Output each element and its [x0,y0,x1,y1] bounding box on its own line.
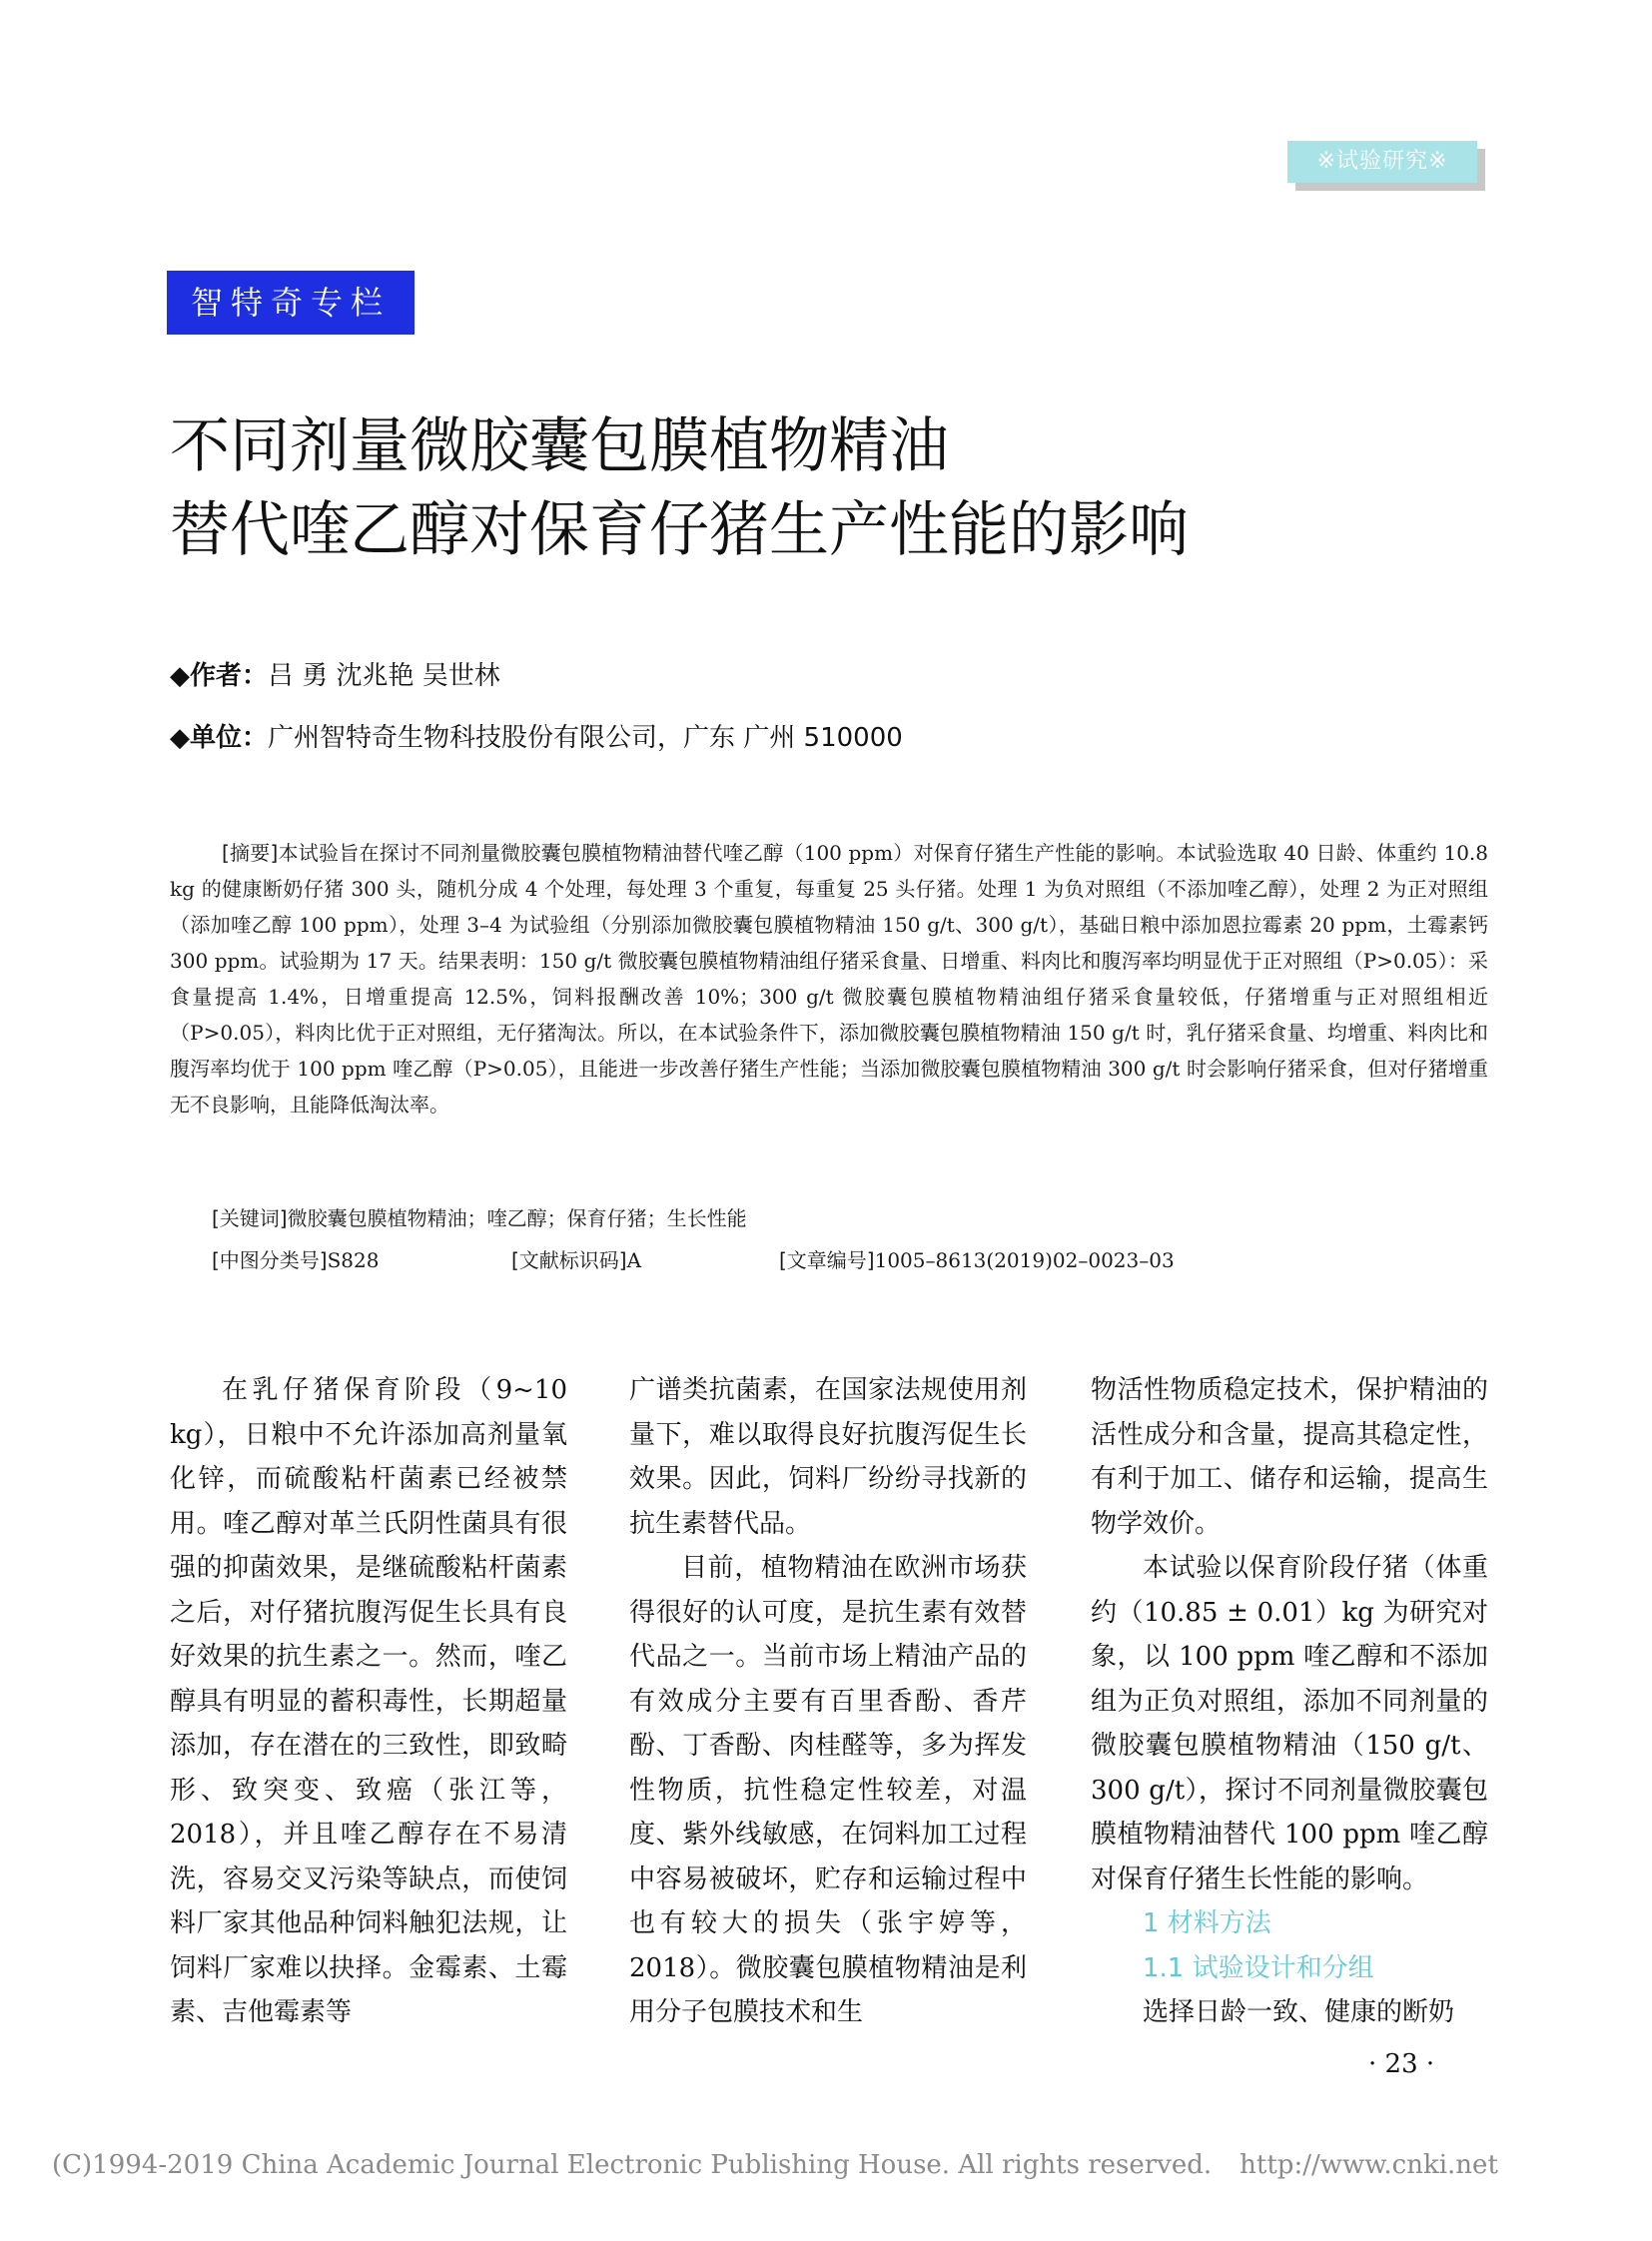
article-no: 1005–8613(2019)02–0023–03 [874,1248,1175,1272]
title-line-1: 不同剂量微胶囊包膜植物精油 [170,411,949,481]
body-column-3 [1091,1368,1488,2035]
subsection-heading: 1.1 试验设计和分组 [1143,1952,1374,1983]
section-heading: 1 材料方法 [1143,1908,1271,1938]
authors-label: ◆作者： [170,661,268,691]
keywords: 微胶囊包膜植物精油；喹乙醇；保育仔猪；生长性能 [287,1206,747,1230]
doc-code: A [626,1248,642,1272]
footer [52,2150,1498,2180]
title-line-2: 替代喹乙醇对保育仔猪生产性能的影响 [170,495,1189,565]
abstract-label: [摘要] [222,841,279,865]
body-column-2 [629,1368,1027,2035]
authors-line [170,655,500,692]
paragraph: 在乳仔猪保育阶段（9~10 kg），日粮中不允许添加高剂量氧化锌，而硫酸粘杆菌素已经被禁用。喹乙醇对革兰氏阴性菌具有很强的抑菌效果，是继硫酸粘杆菌素之后，对仔猪抗腹泻促生长具有良好效果的抗生素之一。然而，喹乙醇具有明显的蓄积毒性，长期超量添加，存在潜在的三致性，即致畸形、致突变、致癌（张江等，2018），并且喹乙醇存在不易清洗，容易交叉污染等缺点，而使饲料厂家其他品种饲料触犯法规，让饲料厂家难以抉择。金霉素、土霉素、吉他霉素等 [170,1375,567,2027]
authors: 吕 勇 沈兆艳 吴世林 [268,661,500,691]
keywords-label: [关键词] [212,1206,288,1230]
keywords-line [212,1202,747,1231]
paragraph: 目前，植物精油在欧洲市场获得很好的认可度，是抗生素有效替代品之一。当前市场上精油产品的有效成分主要有百里香酚、香芹酚、丁香酚、肉桂醛等，多为挥发性物质，抗性稳定性较差，对温度、紫外线敏感，在饲料加工过程中容易被破坏，贮存和运输过程中也有较大的损失（张宇婷等，2018）。微胶囊包膜植物精油是利用分子包膜技术和生 [629,1553,1027,2027]
page-number: · 23 · [1368,2049,1435,2079]
unit-line [170,717,903,754]
paragraph: 本试验以保育阶段仔猪（体重约（10.85 ± 0.01）kg 为研究对象，以 100 ppm 喹乙醇和不添加组为正负对照组，添加不同剂量的微胶囊包膜植物精油（150 g/t、300 g/t），探讨不同剂量微胶囊包膜植物精油替代 100 ppm 喹乙醇对保育仔猪生长性能的影响。 [1091,1553,1488,1894]
unit: 广州智特奇生物科技股份有限公司，广东 广州 510000 [268,723,903,753]
abstract-text: 本试验旨在探讨不同剂量微胶囊包膜植物精油替代喹乙醇（100 ppm）对保育仔猪生产性能的影响。本试验选取 40 日龄、体重约 10.8 kg 的健康断奶仔猪 300 头，随机分成 4 个处理，每处理 3 个重复，每重复 25 头仔猪。处理 1 为负对照组（不添加喹乙醇），处理 2 为正对照组（添加喹乙醇 100 ppm），处理 3–4 为试验组（分别添加微胶囊包膜植物精油 150 g/t、300 g/t），基础日粮中添加恩拉霉素 20 ppm，土霉素钙 300 ppm。试验期为 17 天。结果表明：150 g/t 微胶囊包膜植物精油组仔猪采食量、日增重、料肉比和腹泻率均明显优于正对照组（P>0.05）：采食量提高 1.4%，日增重提高 12.5%，饲料报酬改善 10%；300 g/t 微胶囊包膜植物精油组仔猪采食量较低，仔猪增重与正对照组相近（P>0.05），料肉比优于正对照组，无仔猪淘汰。所以，在本试验条件下，添加微胶囊包膜植物精油 150 g/t 时，乳仔猪采食量、均增重、料肉比和腹泻率均优于 100 ppm 喹乙醇（P>0.05），且能进一步改善仔猪生产性能；当添加微胶囊包膜植物精油 300 g/t 时会影响仔猪采食，但对仔猪增重无不良影响，且能降低淘汰率。 [170,841,1489,1117]
doc-code-label: [文献标识码] [511,1248,627,1272]
doc-code-line [511,1244,641,1273]
article-no-line [779,1244,1175,1273]
footer-url: http://www.cnki.net [1239,2150,1498,2180]
clc-line [212,1244,379,1273]
paragraph: 选择日龄一致、健康的断奶 [1143,1997,1455,2027]
article-no-label: [文章编号] [779,1248,875,1272]
footer-copyright: (C)1994-2019 China Academic Journal Electronic Publishing House. All rights reserved. [52,2150,1213,2180]
paragraph: 广谱类抗菌素，在国家法规使用剂量下，难以取得良好抗腹泻促生长效果。因此，饲料厂纷纷寻找新的抗生素替代品。 [629,1375,1027,1539]
clc: S828 [327,1248,380,1272]
article-title [170,404,1189,572]
body-column-1 [170,1368,567,2035]
unit-label: ◆单位： [170,723,268,753]
section-tag: ※试验研究※ [1287,141,1477,183]
clc-label: [中图分类号] [212,1248,328,1272]
abstract [170,835,1488,1122]
paragraph: 物活性物质稳定技术，保护精油的活性成分和含量，提高其稳定性，有利于加工、储存和运输，提高生物学效价。 [1091,1375,1488,1539]
column-tag: 智特奇专栏 [167,271,414,335]
